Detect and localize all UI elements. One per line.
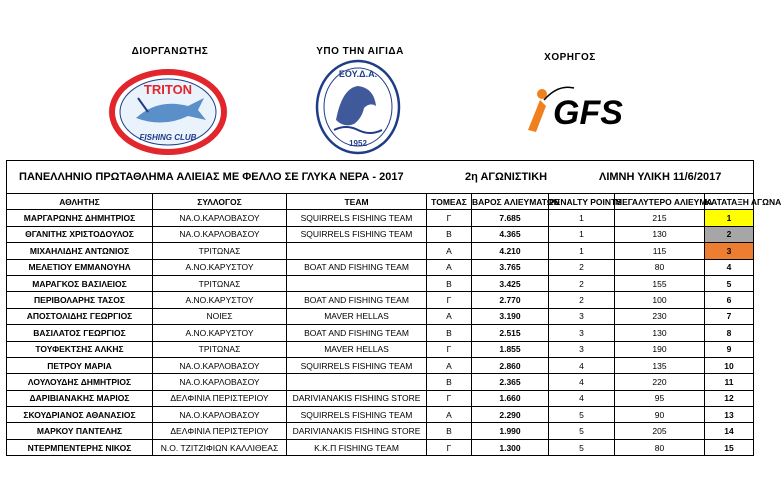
rank-cell: 12 [705, 390, 754, 406]
sector-cell: Α [427, 407, 472, 423]
team-name-cell: BOAT AND FISHING TEAM [287, 259, 427, 275]
club-name-cell: Α.ΝΟ.ΚΑΡΥΣΤΟΥ [153, 292, 287, 308]
table-row [7, 325, 754, 341]
biggest-catch-cell: 80 [615, 439, 705, 455]
table-row [7, 259, 754, 275]
catch-weight-cell: 4.365 [472, 226, 549, 242]
sector-cell: Γ [427, 292, 472, 308]
team-name-cell: MAVER HELLAS [287, 341, 427, 357]
athlete-name-cell: ΜΑΡΚΟΥ ΠΑΝΤΕΛΗΣ [7, 423, 153, 439]
table-row [7, 357, 754, 373]
penalty-points-cell: 4 [549, 390, 615, 406]
team-name-cell [287, 243, 427, 259]
team-name-cell: SQUIRRELS FISHING TEAM [287, 357, 427, 373]
sector-cell: Γ [427, 210, 472, 226]
biggest-catch-cell: 80 [615, 259, 705, 275]
penalty-points-cell: 1 [549, 243, 615, 259]
penalty-points-cell: 5 [549, 439, 615, 455]
athlete-name-cell: ΠΕΡΙΒΟΛΑΡΗΣ ΤΑΣΟΣ [7, 292, 153, 308]
biggest-catch-cell: 95 [615, 390, 705, 406]
catch-weight-cell: 3.765 [472, 259, 549, 275]
table-row [7, 226, 754, 242]
club-name-cell: ΔΕΛΦΙΝΙΑ ΠΕΡΙΣΤΕΡΙΟΥ [153, 390, 287, 406]
club-name-cell: ΤΡΙΤΩΝΑΣ [153, 275, 287, 291]
athlete-name-cell: ΔΑΡΙΒΙΑΝΑΚΗΣ ΜΑΡΙΟΣ [7, 390, 153, 406]
col-club: ΣΥΛΛΟΓΟΣ [153, 194, 287, 210]
catch-weight-cell: 1.300 [472, 439, 549, 455]
organizer-label: ΔΙΟΡΓΑΝΩΤΗΣ [131, 46, 209, 57]
catch-weight-cell: 1.990 [472, 423, 549, 439]
athlete-name-cell: ΛΟΥΛΟΥΔΗΣ ΔΗΜΗΤΡΙΟΣ [7, 374, 153, 390]
rank-cell: 11 [705, 374, 754, 390]
athlete-name-cell: ΤΟΥΦΕΚΤΣΗΣ ΑΛΚΗΣ [7, 341, 153, 357]
athlete-name-cell: ΜΑΡΑΓΚΟΣ ΒΑΣΙΛΕΙΟΣ [7, 275, 153, 291]
table-row [7, 390, 754, 406]
eoyda-logo-year: 1952 [349, 139, 367, 148]
team-name-cell: SQUIRRELS FISHING TEAM [287, 210, 427, 226]
competition-location-date: ΛΙΜΝΗ ΥΛΙΚΗ 11/6/2017 [599, 171, 722, 183]
rank-cell: 8 [705, 325, 754, 341]
athlete-name-cell: ΜΕΛΕΤΙΟΥ ΕΜΜΑΝΟΥΗΛ [7, 259, 153, 275]
penalty-points-cell: 2 [549, 259, 615, 275]
table-row [7, 210, 754, 226]
col-penalty: PENALTY POINTS [549, 194, 615, 210]
athlete-name-cell: ΑΠΟΣΤΟΛΙΔΗΣ ΓΕΩΡΓΙΟΣ [7, 308, 153, 324]
rank-cell: 15 [705, 439, 754, 455]
competition-title: ΠΑΝΕΛΛΗΝΙΟ ΠΡΩΤΑΘΛΗΜΑ ΑΛΙΕΙΑΣ ΜΕ ΦΕΛΛΟ ΣΕ ΓΛΥΚΑ ΝΕΡΑ - 2017 [19, 171, 404, 183]
catch-weight-cell: 3.425 [472, 275, 549, 291]
sector-cell: Β [427, 226, 472, 242]
club-name-cell: ΝΑ.Ο.ΚΑΡΛΟΒΑΣΟΥ [153, 210, 287, 226]
sector-cell: Α [427, 259, 472, 275]
sector-cell: Α [427, 243, 472, 259]
table-row [7, 292, 754, 308]
biggest-catch-cell: 130 [615, 325, 705, 341]
col-athlete: ΑΘΛΗΤΗΣ [7, 194, 153, 210]
sector-cell: Β [427, 374, 472, 390]
table-row [7, 439, 754, 455]
sector-cell: Β [427, 325, 472, 341]
triton-logo-subtitle: FISHING CLUB [139, 133, 197, 142]
penalty-points-cell: 3 [549, 325, 615, 341]
competition-round: 2η ΑΓΩΝΙΣΤΙΚΗ [465, 171, 548, 183]
rank-cell: 7 [705, 308, 754, 324]
rank-cell: 4 [705, 259, 754, 275]
rank-cell: 14 [705, 423, 754, 439]
penalty-points-cell: 2 [549, 275, 615, 291]
table-row [7, 423, 754, 439]
penalty-points-cell: 3 [549, 308, 615, 324]
athlete-name-cell: ΣΚΟΥΔΡΙΑΝΟΣ ΑΘΑΝΑΣΙΟΣ [7, 407, 153, 423]
col-sector: ΤΟΜΕΑΣ [427, 194, 472, 210]
penalty-points-cell: 2 [549, 292, 615, 308]
title-row [7, 161, 754, 194]
sector-cell: Γ [427, 439, 472, 455]
table-row [7, 308, 754, 324]
biggest-catch-cell: 220 [615, 374, 705, 390]
athlete-name-cell: ΜΑΡΓΑΡΩΝΗΣ ΔΗΜΗΤΡΙΟΣ [7, 210, 153, 226]
biggest-catch-cell: 130 [615, 226, 705, 242]
biggest-catch-cell: 90 [615, 407, 705, 423]
sector-cell: Β [427, 423, 472, 439]
gfs-sponsor-logo [518, 80, 630, 140]
club-name-cell: ΝΑ.Ο.ΚΑΡΛΟΒΑΣΟΥ [153, 226, 287, 242]
team-name-cell [287, 275, 427, 291]
sector-cell: Γ [427, 390, 472, 406]
team-name-cell: SQUIRRELS FISHING TEAM [287, 226, 427, 242]
biggest-catch-cell: 205 [615, 423, 705, 439]
club-name-cell: ΝΟΙΕΣ [153, 308, 287, 324]
catch-weight-cell: 2.860 [472, 357, 549, 373]
table-row [7, 407, 754, 423]
club-name-cell: ΤΡΙΤΩΝΑΣ [153, 243, 287, 259]
table-row [7, 374, 754, 390]
team-name-cell: BOAT AND FISHING TEAM [287, 325, 427, 341]
sector-cell: Α [427, 308, 472, 324]
rank-cell: 2 [705, 226, 754, 242]
club-name-cell: Ν.Ο. ΤΖΙΤΖΙΦΙΩΝ ΚΑΛΛΙΘΕΑΣ [153, 439, 287, 455]
team-name-cell: SQUIRRELS FISHING TEAM [287, 407, 427, 423]
penalty-points-cell: 5 [549, 407, 615, 423]
catch-weight-cell: 1.660 [472, 390, 549, 406]
biggest-catch-cell: 135 [615, 357, 705, 373]
eoyda-seal-logo [314, 58, 402, 156]
sector-cell: Α [427, 357, 472, 373]
rank-cell: 13 [705, 407, 754, 423]
col-weight: ΒΑΡΟΣ ΑΛΙΕΥΜΑΤΩΝ [472, 194, 549, 210]
athlete-name-cell: ΠΕΤΡΟΥ ΜΑΡΙΑ [7, 357, 153, 373]
team-name-cell: DARIVIANAKIS FISHING STORE [287, 390, 427, 406]
catch-weight-cell: 3.190 [472, 308, 549, 324]
penalty-points-cell: 1 [549, 226, 615, 242]
catch-weight-cell: 2.515 [472, 325, 549, 341]
biggest-catch-cell: 230 [615, 308, 705, 324]
team-name-cell [287, 374, 427, 390]
biggest-catch-cell: 100 [615, 292, 705, 308]
col-biggest: ΜΕΓΑΛΥΤΕΡΟ ΑΛΙΕΥΜΑ [615, 194, 705, 210]
athlete-name-cell: ΒΑΣΙΛΑΤΟΣ ΓΕΩΡΓΙΟΣ [7, 325, 153, 341]
rank-cell: 3 [705, 243, 754, 259]
triton-logo-title: TRITON [143, 82, 193, 97]
rank-cell: 1 [705, 210, 754, 226]
penalty-points-cell: 4 [549, 374, 615, 390]
penalty-points-cell: 5 [549, 423, 615, 439]
club-name-cell: ΔΕΛΦΙΝΙΑ ΠΕΡΙΣΤΕΡΙΟΥ [153, 423, 287, 439]
biggest-catch-cell: 215 [615, 210, 705, 226]
catch-weight-cell: 1.855 [472, 341, 549, 357]
club-name-cell: ΤΡΙΤΩΝΑΣ [153, 341, 287, 357]
rank-cell: 5 [705, 275, 754, 291]
club-name-cell: ΝΑ.Ο.ΚΑΡΛΟΒΑΣΟΥ [153, 407, 287, 423]
sponsor-label: ΧΟΡΗΓΟΣ [544, 52, 596, 63]
team-name-cell: BOAT AND FISHING TEAM [287, 292, 427, 308]
catch-weight-cell: 2.770 [472, 292, 549, 308]
column-header-row [7, 194, 754, 210]
col-team: TEAM [287, 194, 427, 210]
team-name-cell: Κ.Κ.Π FISHING TEAM [287, 439, 427, 455]
club-name-cell: ΝΑ.Ο.ΚΑΡΛΟΒΑΣΟΥ [153, 374, 287, 390]
gfs-logo-text: GFS [553, 94, 623, 132]
biggest-catch-cell: 155 [615, 275, 705, 291]
col-rank: ΚΑΤΑΤΑΞΗ ΑΓΩΝΑ [705, 194, 754, 210]
table-row [7, 243, 754, 259]
rank-cell: 9 [705, 341, 754, 357]
auspices-label: ΥΠΟ ΤΗΝ ΑΙΓΙΔΑ [316, 46, 404, 57]
biggest-catch-cell: 190 [615, 341, 705, 357]
catch-weight-cell: 2.290 [472, 407, 549, 423]
catch-weight-cell: 2.365 [472, 374, 549, 390]
penalty-points-cell: 1 [549, 210, 615, 226]
penalty-points-cell: 4 [549, 357, 615, 373]
athlete-name-cell: ΘΓΑΝΙΤΗΣ ΧΡΙΣΤΟΔΟΥΛΟΣ [7, 226, 153, 242]
results-table [6, 160, 781, 456]
sector-cell: Γ [427, 341, 472, 357]
team-name-cell: MAVER HELLAS [287, 308, 427, 324]
catch-weight-cell: 7.685 [472, 210, 549, 226]
rank-cell: 6 [705, 292, 754, 308]
club-name-cell: Α.ΝΟ.ΚΑΡΥΣΤΟΥ [153, 259, 287, 275]
sector-cell: Β [427, 275, 472, 291]
penalty-points-cell: 3 [549, 341, 615, 357]
club-name-cell: Α.ΝΟ.ΚΑΡΥΣΤΟΥ [153, 325, 287, 341]
rank-cell: 10 [705, 357, 754, 373]
catch-weight-cell: 4.210 [472, 243, 549, 259]
athlete-name-cell: ΝΤΕΡΜΠΕΝΤΕΡΗΣ ΝΙΚΟΣ [7, 439, 153, 455]
table-row [7, 275, 754, 291]
club-name-cell: ΝΑ.Ο.ΚΑΡΛΟΒΑΣΟΥ [153, 357, 287, 373]
table-row [7, 341, 754, 357]
triton-fishing-club-logo [108, 68, 228, 156]
team-name-cell: DARIVIANAKIS FISHING STORE [287, 423, 427, 439]
athlete-name-cell: ΜΙΧΑΗΛΙΔΗΣ ΑΝΤΩΝΙΟΣ [7, 243, 153, 259]
biggest-catch-cell: 115 [615, 243, 705, 259]
eoyda-logo-text: ΕΟΥ.Δ.Α. [338, 69, 378, 79]
